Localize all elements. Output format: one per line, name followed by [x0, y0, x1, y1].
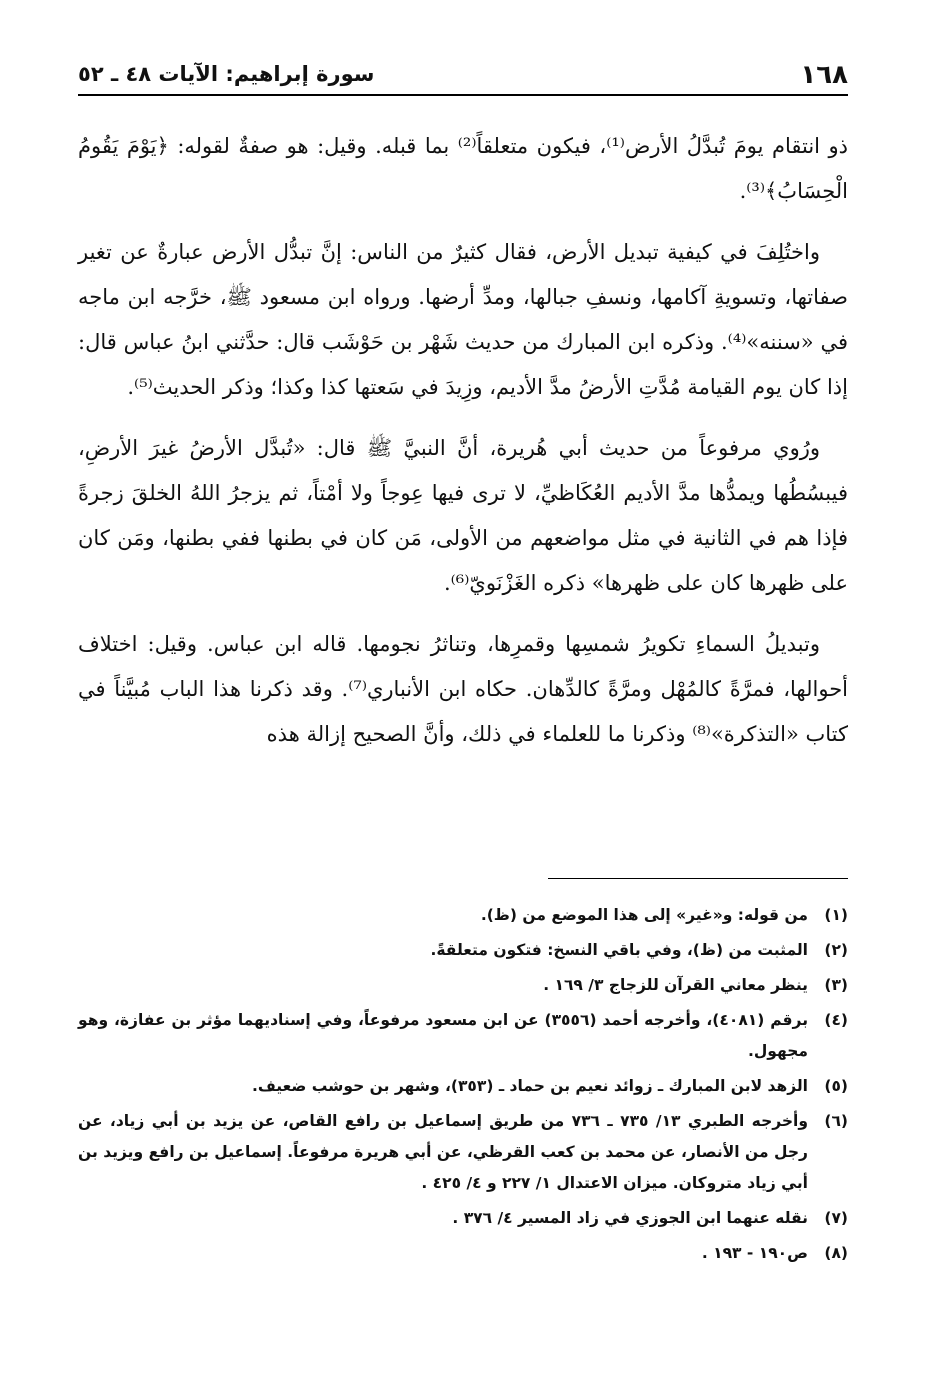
- footnote: [78, 935, 848, 966]
- footnote-text: برقم (٤٠٨١)، وأخرجه أحمد (٣٥٥٦) عن ابن مسعود مرفوعاً، وفي إسناديهما مؤثر بن عفازة، وهو مجهول.: [78, 1011, 809, 1060]
- footnote-text: نقله عنهما ابن الجوزي في زاد المسير ٤/ ٣٧٦ .: [452, 1209, 808, 1227]
- footnote-text: من قوله: و«غير» إلى هذا الموضع من (ظ).: [480, 906, 808, 924]
- footnote-number: (٧): [824, 1209, 848, 1227]
- footnote-number: (٥): [824, 1077, 848, 1095]
- footnote: [78, 1071, 848, 1102]
- footnote-text: الزهد لابن المبارك ـ زوائد نعيم بن حماد ـ (٣٥٣)، وشهر بن حوشب ضعيف.: [251, 1077, 808, 1095]
- footnote-text: ص١٩٠ - ١٩٣ .: [701, 1244, 808, 1262]
- main-text: [78, 124, 848, 773]
- footnote-text: وأخرجه الطبري ١٣/ ٧٣٥ ـ ٧٣٦ من طريق إسماعيل بن رافع القاص، عن يزيد بن أبي زياد، عن رجل من الأنصار، عن محمد بن كعب القرظي، عن أبي هريرة مرفوعاً. إسماعيل بن رافع ويزيد بن أبي زياد متروكان. ميزان الاعتدال ١/ ٢٢٧ و ٤/ ٤٢٥ .: [78, 1112, 808, 1192]
- footnotes: [78, 900, 848, 1273]
- paragraph: واختُلِفَ في كيفية تبديل الأرض، فقال كثيرٌ من الناس: إنَّ تبدُّل الأرض عبارةٌ عن تغير صفاتها، وتسويةِ آكامها، ونسفِ جبالها، ومدِّ أرضها. ورواه ابن مسعود ﷺ، خرَّجه ابن ماجه في «سننه»⁽⁴⁾. وذكره ابن المبارك من حديث شَهْر بن حَوْشَب قال: حدَّثني ابنُ عباس قال: إذا كان يوم القيامة مُدَّتِ الأرضُ مدَّ الأديم، وزِيدَ في سَعتها كذا وكذا؛ وذكر الحديث⁽⁵⁾.: [78, 240, 848, 399]
- footnote: [78, 970, 848, 1001]
- paragraph: وتبديلُ السماءِ تكويرُ شمسِها وقمرِها، وتناثرُ نجومها. قاله ابن عباس. وقيل: اختلاف أحوالها، فمرَّةً كالمُهْل ومرَّةً كالدِّهان. حكاه ابن الأنباري⁽⁷⁾. وقد ذكرنا هذا الباب مُبيَّناً في كتاب «التذكرة»⁽⁸⁾ وذكرنا ما للعلماء في ذلك، وأنَّ الصحيح إزالة هذه: [78, 632, 849, 746]
- page-number: ١٦٨: [800, 60, 848, 90]
- footnote: [78, 900, 848, 931]
- footnote-number: (٨): [824, 1244, 848, 1262]
- footnote-number: (٦): [824, 1112, 848, 1130]
- footnote-number: (٤): [824, 1011, 848, 1029]
- footnote-number: (١): [824, 906, 848, 924]
- footnote: [78, 1106, 848, 1199]
- footnote: [78, 1203, 848, 1234]
- page-header: [78, 58, 848, 96]
- footnote-separator: [548, 878, 848, 879]
- footnote-number: (٣): [824, 976, 848, 994]
- footnote-number: (٢): [824, 941, 848, 959]
- footnote: [78, 1005, 848, 1067]
- running-title: سورة إبراهيم: الآيات ٤٨ ـ ٥٢: [78, 62, 375, 86]
- footnote-text: المثبت من (ظ)، وفي باقي النسخ: فتكون متعلقةً.: [430, 941, 808, 959]
- paragraph: ورُوي مرفوعاً من حديث أبي هُريرة، أنَّ النبيَّ ﷺ قال: «تُبدَّل الأرضُ غيرَ الأرضِ، فيبسُطُها ويمدُّها مدَّ الأديم العُكَاظيِّ، لا ترى فيها عِوجاً ولا أمْتاً، ثم يزجرُ اللهُ الخلقَ زجرةً فإذا هم في الثانية في مثل مواضعهم من الأولى، مَن كان في بطنها ففي بطنها، ومَن كان على ظهرها كان على ظهرها» ذكره الغَزْنَويّ⁽⁶⁾.: [78, 436, 848, 595]
- footnote: [78, 1238, 848, 1269]
- footnote-text: ينظر معاني القرآن للزجاج ٣/ ١٦٩ .: [543, 976, 808, 994]
- paragraph: ذو انتقام يومَ تُبدَّلُ الأرض⁽¹⁾، فيكون متعلقاً⁽²⁾ بما قبله. وقيل: هو صفةٌ لقوله: ﴿يَوْمَ يَقُومُ الْحِسَابُ﴾⁽³⁾.: [78, 134, 849, 203]
